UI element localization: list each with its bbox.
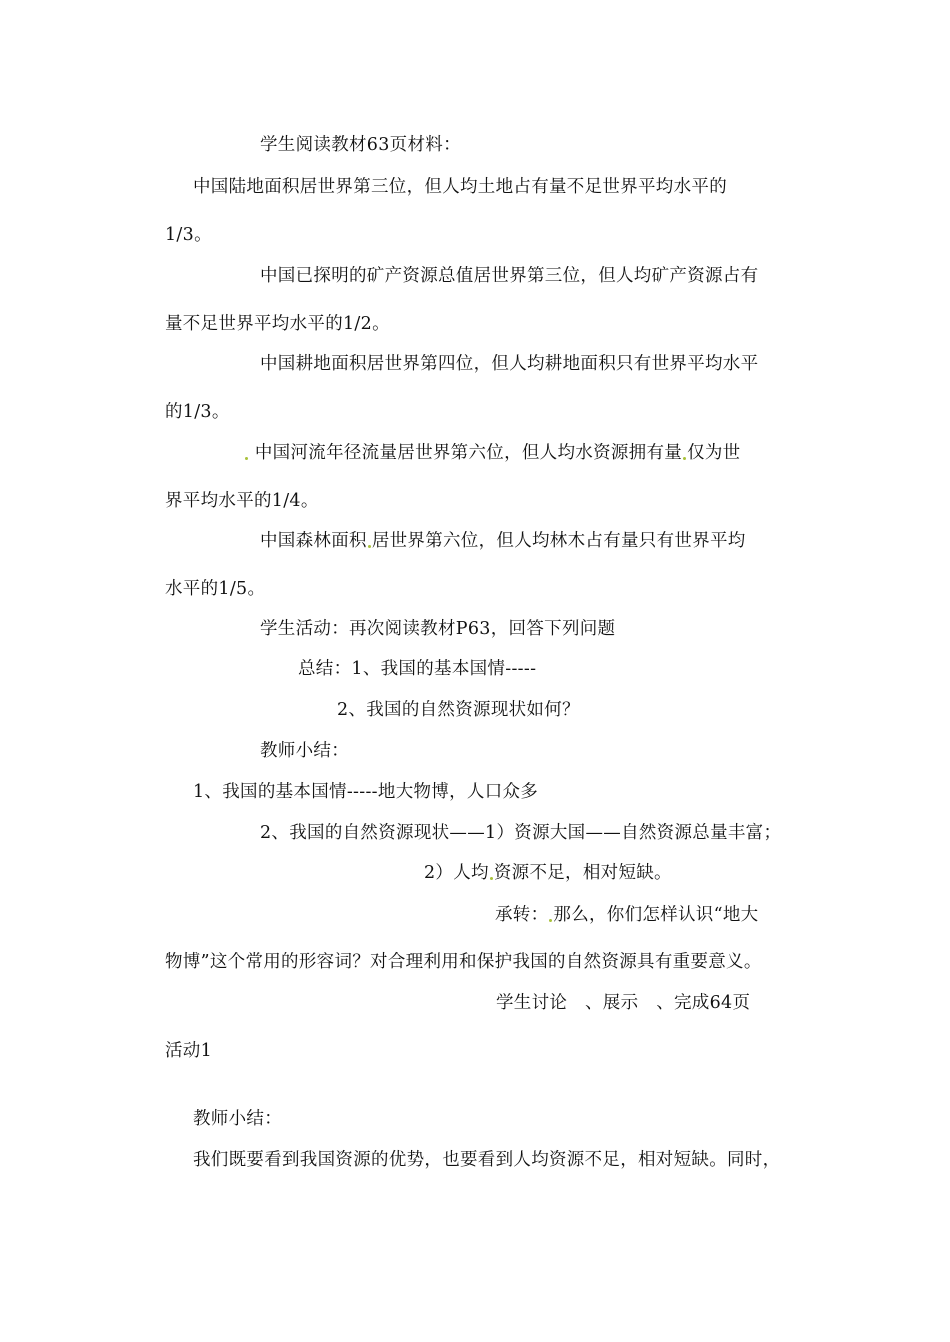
teacher-summary-point-2b (424, 861, 672, 885)
bullet-mark (368, 545, 371, 548)
paragraph-farmland-line1: 中国耕地面积居世界第四位，但人均耕地面积只有世界平均水平 (260, 354, 759, 374)
discussion-line1: 学生讨论 、展示 、完成64页 (496, 993, 751, 1013)
transition-label: 承转： (495, 905, 549, 925)
point-2b-text-b: 资源不足，相对短缺。 (493, 863, 672, 883)
paragraph-water-line2: 界平均水平的1/4。 (165, 491, 319, 511)
teacher-summary-heading: 教师小结： (260, 741, 349, 761)
transition-line2: 物博”这个常用的形容词？对合理利用和保护我国的自然资源具有重要意义。 (165, 952, 762, 972)
closing-paragraph: 我们既要看到我国资源的优势，也要看到人均资源不足，相对短缺。同时， (193, 1150, 781, 1170)
teacher-summary-point-1: 1、我国的基本国情-----地大物博，人口众多 (193, 782, 539, 802)
paragraph-forest-line2: 水平的1/5。 (165, 579, 266, 599)
teacher-summary-heading-2: 教师小结： (193, 1109, 282, 1129)
student-activity: 学生活动：再次阅读教材P63，回答下列问题 (260, 619, 616, 639)
paragraph-forest-text-b: 居世界第六位，但人均林木占有量只有世界平均 (371, 531, 746, 551)
paragraph-minerals-line1: 中国已探明的矿产资源总值居世界第三位，但人均矿产资源占有 (260, 266, 759, 286)
paragraph-forest-line1 (260, 529, 746, 553)
paragraph-minerals-line2: 量不足世界平均水平的1/2。 (165, 314, 390, 334)
point-2b-text-a: 2）人均 (424, 863, 489, 883)
teacher-summary-point-2: 2、我国的自然资源现状——1）资源大国——自然资源总量丰富； (260, 823, 782, 843)
discussion-line2: 活动1 (165, 1041, 213, 1061)
transition-text: 那么，你们怎样认识“地大 (553, 905, 759, 925)
summary-question-1: 总结：1、我国的基本国情----- (298, 659, 537, 679)
paragraph-water-text-b: 仅为世 (687, 443, 741, 463)
paragraph-farmland-line2: 的1/3。 (165, 402, 230, 422)
bullet-mark (490, 877, 493, 880)
bullet-mark (549, 919, 552, 922)
paragraph-water-text-a: 中国河流年径流量居世界第六位，但人均水资源拥有量 (254, 443, 683, 463)
summary-question-2: 2、我国的自然资源现状如何？ (337, 700, 580, 720)
paragraph-water-line1 (244, 441, 740, 465)
bullet-mark (245, 457, 248, 460)
transition-line1 (495, 903, 758, 927)
reading-instruction: 学生阅读教材63页材料： (260, 135, 461, 155)
paragraph-land-line2: 1/3。 (165, 225, 212, 245)
paragraph-land-line1: 中国陆地面积居世界第三位，但人均土地占有量不足世界平均水平的 (193, 177, 727, 197)
paragraph-forest-text-a: 中国森林面积 (260, 531, 367, 551)
bullet-mark (683, 457, 686, 460)
